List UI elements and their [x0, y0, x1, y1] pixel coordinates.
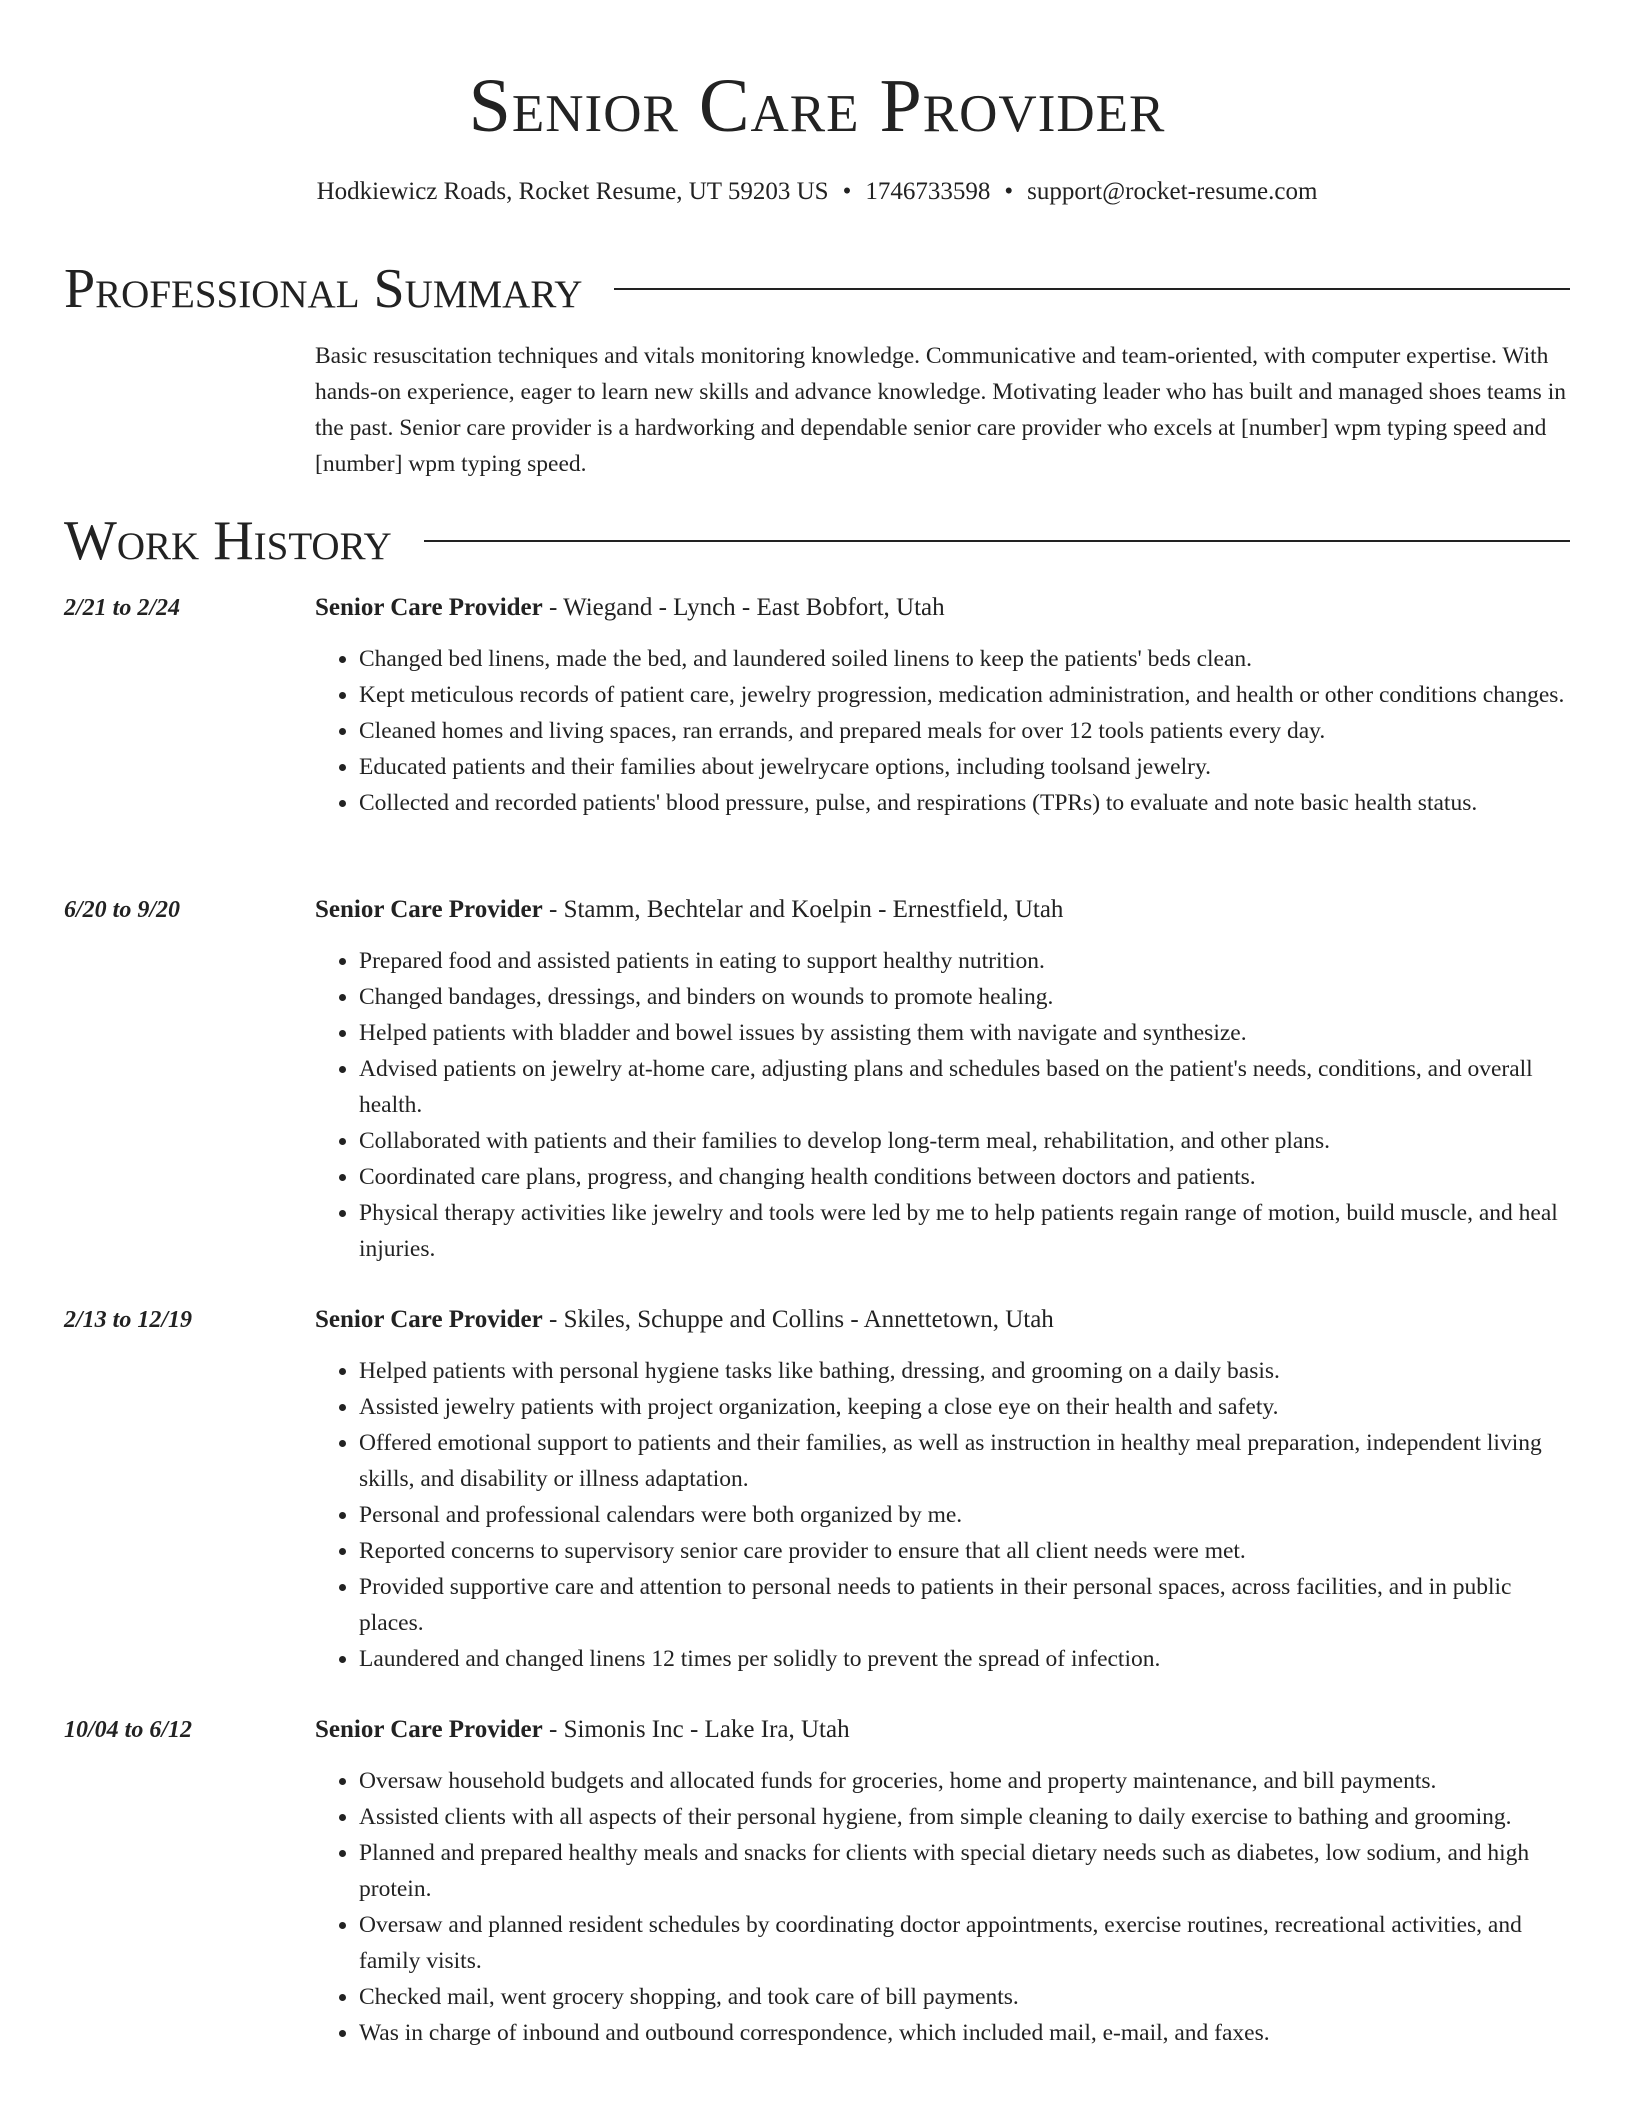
job-bullet: • Assisted jewelry patients with project organization, keeping a close eye on their health and safety.: [359, 1389, 1570, 1425]
work-history-section-title: Work History: [64, 510, 392, 572]
job-heading: [315, 590, 945, 626]
contact-address: Hodkiewicz Roads, Rocket Resume, UT 59203 US: [316, 178, 829, 205]
job-bullet: • Cleaned homes and living spaces, ran errands, and prepared meals for over 12 tools patients every day.: [359, 713, 1570, 749]
job-bullet: • Planned and prepared healthy meals and snacks for clients with special dietary needs such as diabetes, low sodium, and high protein.: [359, 1835, 1570, 1907]
job-title: Senior Care Provider: [315, 594, 543, 621]
contact-phone: 1746733598: [865, 178, 991, 205]
job-bullet: • Reported concerns to supervisory senior care provider to ensure that all client needs were met.: [359, 1533, 1570, 1569]
summary-section-title: Professional Summary: [64, 258, 583, 320]
job-company: - Skiles, Schuppe and Collins - Annettetown, Utah: [542, 1306, 1054, 1333]
job-bullet: • Changed bandages, dressings, and binders on wounds to promote healing.: [359, 979, 1570, 1015]
job-bullet: • Assisted clients with all aspects of their personal hygiene, from simple cleaning to daily exercise to bathing and grooming.: [359, 1799, 1570, 1835]
job-title: Senior Care Provider: [315, 1306, 543, 1333]
job-dates: 2/13 to 12/19: [64, 1307, 193, 1333]
work-history-section-header: [64, 508, 1570, 574]
job-bullet: • Helped patients with personal hygiene tasks like bathing, dressing, and grooming on a daily basis.: [359, 1353, 1570, 1389]
job-company: - Wiegand - Lynch - East Bobfort, Utah: [542, 594, 945, 621]
job-title: Senior Care Provider: [315, 896, 543, 923]
section-divider: [424, 540, 1570, 542]
job-bullet: • Oversaw and planned resident schedules by coordinating doctor appointments, exercise routines, recreational activities, and family visits.: [359, 1907, 1570, 1979]
job-bullet: • Oversaw household budgets and allocated funds for groceries, home and property maintenance, and bill payments.: [359, 1763, 1570, 1799]
job-bullet-list: [315, 943, 1570, 1267]
job-heading: [315, 892, 1063, 928]
job-bullet: • Helped patients with bladder and bowel issues by assisting them with navigate and synthesize.: [359, 1015, 1570, 1051]
job-bullet-list: [315, 641, 1570, 821]
resume-name: Senior Care Provider: [468, 64, 1166, 148]
job-bullet-list: [315, 1763, 1570, 2051]
section-divider: [614, 288, 1570, 290]
job-bullet: • Educated patients and their families about jewelrycare options, including toolsand jewelry.: [359, 749, 1570, 785]
job-bullet: • Collaborated with patients and their families to develop long-term meal, rehabilitation, and other plans.: [359, 1123, 1570, 1159]
contact-separator: •: [842, 178, 852, 205]
job-bullet: • Offered emotional support to patients and their families, as well as instruction in healthy meal preparation, independent living skills, and disability or illness adaptation.: [359, 1425, 1570, 1497]
job-bullet: • Provided supportive care and attention to personal needs to patients in their personal spaces, across facilities, and in public places.: [359, 1569, 1570, 1641]
job-heading: [315, 1712, 850, 1748]
job-dates: 6/20 to 9/20: [64, 897, 181, 923]
job-heading: [315, 1302, 1054, 1338]
job-company: - Simonis Inc - Lake Ira, Utah: [542, 1716, 850, 1743]
job-bullet: • Personal and professional calendars were both organized by me.: [359, 1497, 1570, 1533]
summary-text: Basic resuscitation techniques and vitals monitoring knowledge. Communicative and team-oriented, with computer expertise. With hands-on experience, eager to learn new skills and advance knowledge. Motivating leader who has built and managed shoes teams in the past. Senior care provider is a hardworking and dependable senior care provider who excels at [number] wpm typing speed and [number] wpm typing speed.: [315, 343, 1566, 477]
job-bullet: • Collected and recorded patients' blood pressure, pulse, and respirations (TPRs) to evaluate and note basic health status.: [359, 785, 1570, 821]
job-title: Senior Care Provider: [315, 1716, 543, 1743]
job-dates: 2/21 to 2/24: [64, 595, 181, 621]
job-bullet: • Kept meticulous records of patient care, jewelry progression, medication administration, and health or other conditions changes.: [359, 677, 1570, 713]
job-bullet: • Laundered and changed linens 12 times per solidly to prevent the spread of infection.: [359, 1641, 1570, 1677]
job-bullet-list: [315, 1353, 1570, 1677]
contact-line: [64, 174, 1570, 210]
job-bullet: • Was in charge of inbound and outbound correspondence, which included mail, e-mail, and faxes.: [359, 2015, 1570, 2051]
job-bullet: • Changed bed linens, made the bed, and laundered soiled linens to keep the patients' beds clean.: [359, 641, 1570, 677]
job-bullet: • Checked mail, went grocery shopping, and took care of bill payments.: [359, 1979, 1570, 2015]
job-bullet: • Physical therapy activities like jewelry and tools were led by me to help patients regain range of motion, build muscle, and heal injuries.: [359, 1195, 1570, 1267]
job-dates: 10/04 to 6/12: [64, 1717, 193, 1743]
job-company: - Stamm, Bechtelar and Koelpin - Ernestfield, Utah: [542, 896, 1064, 923]
contact-separator: •: [1004, 178, 1014, 205]
job-bullet: • Prepared food and assisted patients in eating to support healthy nutrition.: [359, 943, 1570, 979]
job-bullet: • Coordinated care plans, progress, and changing health conditions between doctors and patients.: [359, 1159, 1570, 1195]
job-bullet: • Advised patients on jewelry at-home care, adjusting plans and schedules based on the patient's needs, conditions, and overall health.: [359, 1051, 1570, 1123]
summary-section-header: [64, 256, 1570, 322]
contact-email: support@rocket-resume.com: [1027, 178, 1318, 205]
